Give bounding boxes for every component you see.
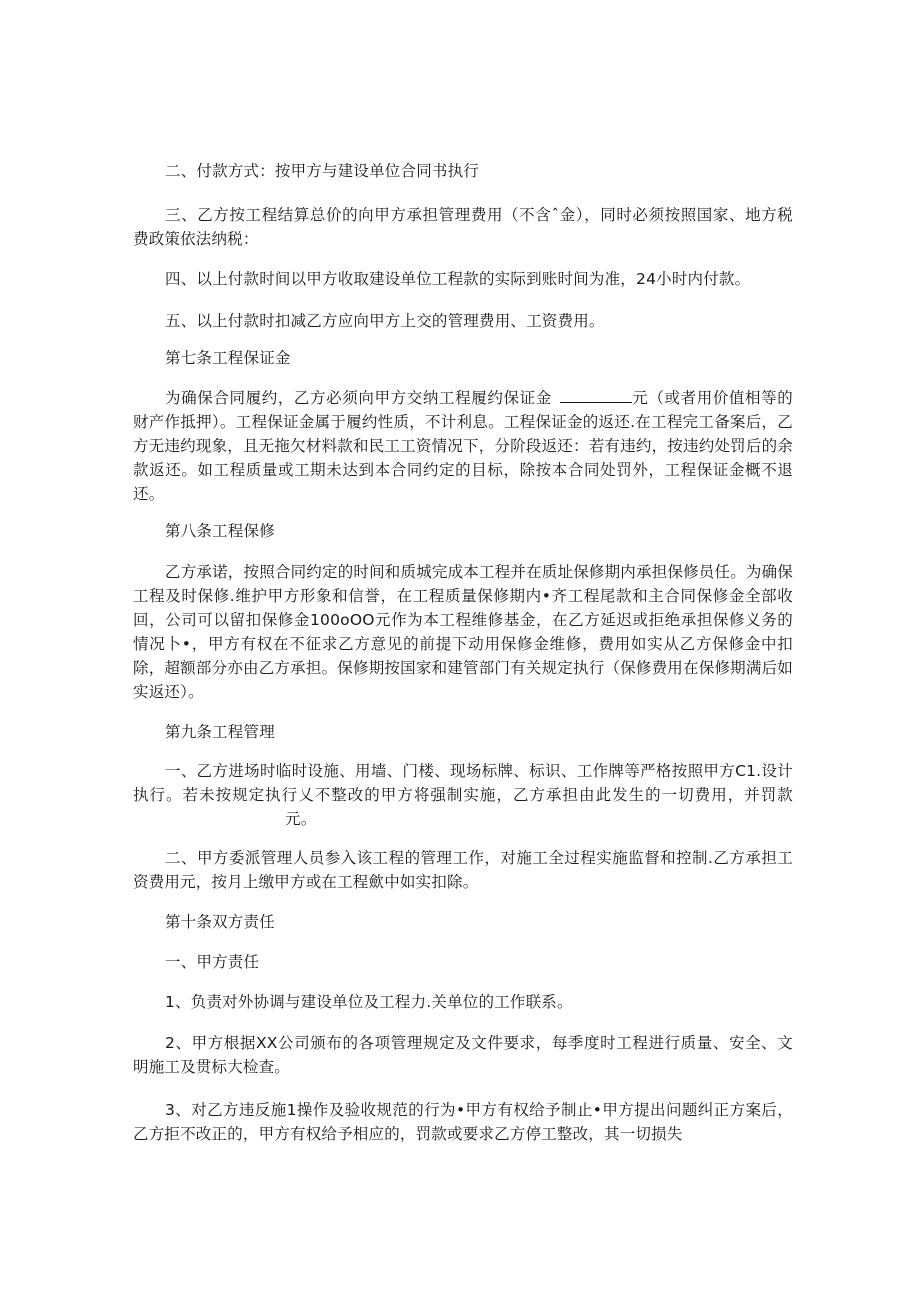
article-9-item-1: [133, 759, 793, 831]
article-7-body: [133, 386, 793, 506]
article-8-title: 第八条工程保修: [165, 522, 275, 540]
deposit-amount-blank: [560, 386, 632, 403]
article-9-item-1-text: 一、乙方进场时临时设施、用墙、门楼、现场标牌、标识、工作牌等严格按照甲方C1.设计执行。若未按规定执行乂不整改的甲方将强制实施，乙方承担由此发生的一切费用，并罚款: [133, 762, 793, 804]
party-a-item-2: 2、甲方根据XX公司颁布的各项管理规定及文件要求，每季度时工程进行质量、安全、文明施工及贯标大检查。: [133, 1034, 793, 1076]
article-8-body: 乙方承诺，按照合同约定的时间和质城完成本工程并在质址保修期内承担保修员任。为确保工程及时保修.维护甲方形象和信誉，在工程质量保修期内•齐工程尾款和主合同保修金全部收回，公司可以留扣保修金100oOO元作为本工程维修基金，在乙方延迟或拒绝承担保修义务的情况卜•，甲方有权在不征求乙方意见的前提下动用保修金维修，费用如实从乙方保修金中扣除，超额部分亦由乙方承担。保修期按国家和建管部门有关规定执行（保修费用在保修期满后如实返还）。: [133, 563, 794, 701]
deduction-clause: 五、以上付款时扣减乙方应向甲方上交的管理费用、工资费用。: [165, 312, 605, 330]
party-a-title: 一、甲方责任: [165, 953, 260, 971]
management-fee-clause: 三、乙方按工程结算总价的向甲方承担管理费用（不含ˆ金），同时必须按照国家、地方税费政策依法纳税：: [133, 206, 793, 248]
article-9-title: 第九条工程管理: [165, 723, 275, 741]
article-9-item-2: 二、甲方委派管理人员参入该工程的管理工作，对施工全过程实施监督和控制.乙方承担工资费用元，按月上缴甲方或在工程歛中如实扣除。: [133, 849, 793, 891]
party-a-item-3: 3、对乙方违反施1操作及验收规范的行为•甲方有权给予制止•甲方提出问题纠正方案后，乙方拒不改正的，甲方有权给予相应的，罚款或要求乙方停工整改，其一切损失: [133, 1101, 793, 1143]
payment-method-clause: 二、付款方式：按甲方与建设单位合同书执行: [165, 162, 480, 180]
article-10-title: 第十条双方责任: [165, 913, 275, 931]
payment-time-clause: 四、以上付款时间以甲方收取建设单位工程款的实际到账时间为准，24小时内付款。: [165, 270, 751, 288]
article-7-body-rest: 元（或者用价值相等的财产作抵押）。工程保证金属于履约性质，不计利息。工程保证金的返还.在工程完工备案后，乙方无违约现象，且无拖欠材料款和民工工资情况下，分阶段返还：若有违约，按违约处罚后的余款返还。如工程质量或工期未达到本合同约定的目标，除按本合同处罚外，工程保证金概不退还。: [133, 389, 793, 503]
party-a-item-1: 1、负责对外协调与建设单位及工程力.关单位的工作联系。: [165, 993, 573, 1011]
article-9-item-1-unit: 元。: [285, 810, 317, 828]
article-7-title: 第七条工程保证金: [165, 349, 291, 367]
article-7-body-start: 为确保合同履约，乙方必须向甲方交纳工程履约保证金: [165, 389, 552, 407]
